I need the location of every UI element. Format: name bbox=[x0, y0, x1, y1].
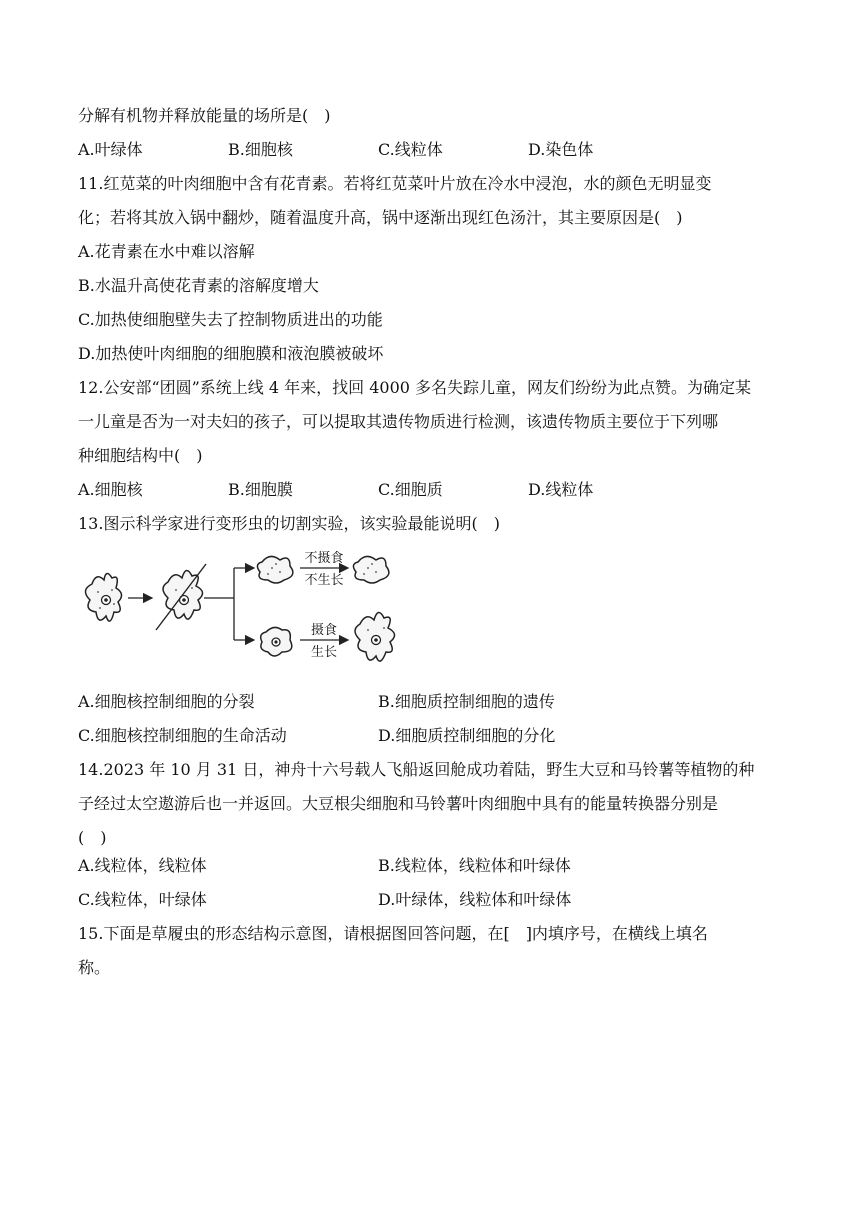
q11-option-c: C.加热使细胞壁失去了控制物质进出的功能 bbox=[78, 310, 383, 329]
q13-option-d: D.细胞质控制细胞的分化 bbox=[378, 726, 556, 745]
q10-option-a: A.叶绿体 bbox=[78, 140, 143, 159]
nucleated-fragment-icon bbox=[261, 627, 292, 656]
q13-option-c: C.细胞核控制细胞的生命活动 bbox=[78, 726, 287, 745]
q14-stem-line2: 子经过太空遨游后也一并返回。大豆根尖细胞和马铃薯叶肉细胞中具有的能量转换器分别是 bbox=[78, 794, 719, 813]
label-feeding: 摄食 bbox=[310, 623, 338, 638]
q14-stem-line1: 14.2023 年 10 月 31 日，神舟十六号载人飞船返回舱成功着陆，野生大豆和马铃薯等植物的种 bbox=[78, 760, 755, 779]
q12-option-b: B.细胞膜 bbox=[228, 480, 293, 499]
q10-option-d: D.染色体 bbox=[528, 140, 594, 159]
enucleated-fragment-result-icon bbox=[353, 556, 388, 583]
label-no-feeding: 不摄食 bbox=[304, 551, 344, 566]
q10-stem: 分解有机物并释放能量的场所是( ) bbox=[78, 106, 331, 125]
q13-option-b: B.细胞质控制细胞的遗传 bbox=[378, 692, 555, 711]
regrown-amoeba-icon bbox=[355, 612, 395, 661]
q13-option-a: A.细胞核控制细胞的分裂 bbox=[78, 692, 255, 711]
label-growth: 生长 bbox=[310, 645, 338, 660]
q11-option-d: D.加热使叶肉细胞的细胞膜和液泡膜被破坏 bbox=[78, 344, 384, 363]
q13-stem: 13.图示科学家进行变形虫的切割实验，该实验最能说明( ) bbox=[78, 514, 500, 533]
q14-stem-line3: ( ) bbox=[78, 828, 107, 847]
q14-option-b: B.线粒体，线粒体和叶绿体 bbox=[378, 856, 571, 875]
q11-stem-line1: 11.红苋菜的叶肉细胞中含有花青素。若将红苋菜叶片放在冷水中浸泡，水的颜色无明显变 bbox=[78, 174, 712, 193]
amoeba-cutting-experiment-figure bbox=[76, 542, 416, 682]
q14-option-d: D.叶绿体，线粒体和叶绿体 bbox=[378, 890, 572, 909]
enucleated-fragment-icon bbox=[257, 556, 292, 583]
q10-option-c: C.线粒体 bbox=[378, 140, 443, 159]
q15-stem-line1: 15.下面是草履虫的形态结构示意图，请根据图回答问题，在[ ]内填序号，在横线上填名 bbox=[78, 924, 708, 943]
q12-stem-line3: 种细胞结构中( ) bbox=[78, 446, 203, 465]
q10-option-b: B.细胞核 bbox=[228, 140, 293, 159]
q12-stem-line1: 12.公安部“团圆”系统上线 4 年来，找回 4000 多名失踪儿童，网友们纷纷为此点赞。为确定某 bbox=[78, 378, 752, 397]
whole-amoeba-icon bbox=[85, 573, 121, 621]
q12-stem-line2: 一儿童是否为一对夫妇的孩子，可以提取其遗传物质进行检测，该遗传物质主要位于下列哪 bbox=[78, 412, 719, 431]
q12-option-d: D.线粒体 bbox=[528, 480, 594, 499]
label-no-growth: 不生长 bbox=[304, 573, 344, 588]
q14-option-c: C.线粒体，叶绿体 bbox=[78, 890, 207, 909]
q11-stem-line2: 化；若将其放入锅中翻炒，随着温度升高，锅中逐渐出现红色汤汁，其主要原因是( ) bbox=[78, 208, 683, 227]
q15-stem-line2: 称。 bbox=[78, 958, 111, 977]
q12-option-a: A.细胞核 bbox=[78, 480, 143, 499]
cut-amoeba-icon bbox=[156, 564, 206, 630]
q11-option-b: B.水温升高使花青素的溶解度增大 bbox=[78, 276, 319, 295]
q12-option-c: C.细胞质 bbox=[378, 480, 443, 499]
q14-option-a: A.线粒体，线粒体 bbox=[78, 856, 207, 875]
q11-option-a: A.花青素在水中难以溶解 bbox=[78, 242, 255, 261]
